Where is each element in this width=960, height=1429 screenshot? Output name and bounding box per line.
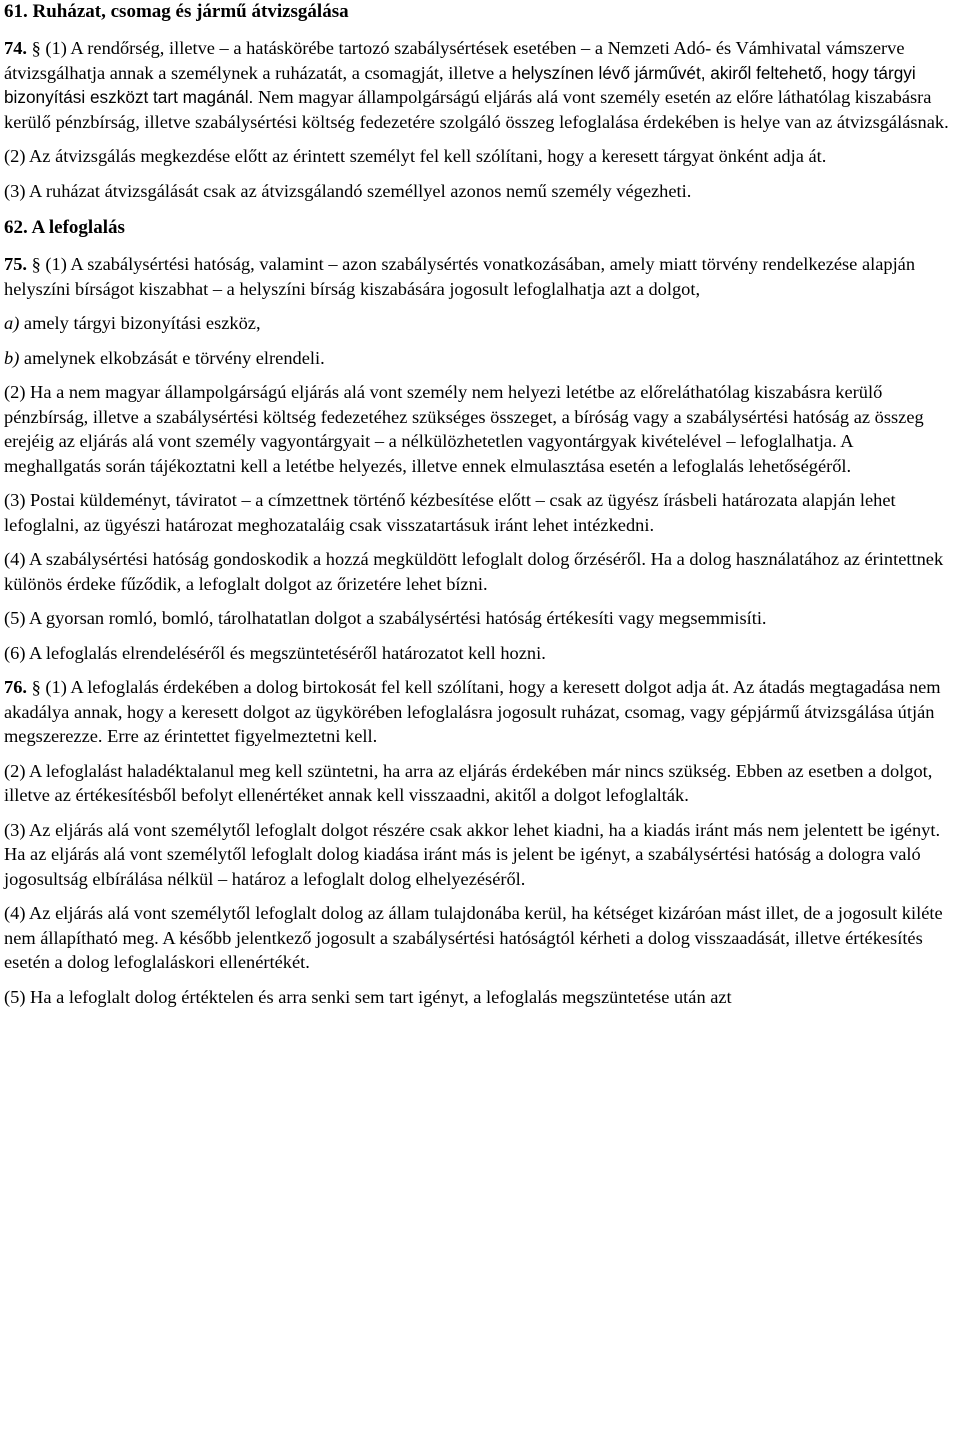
paragraph-74-1-text-a: § (1) A rendőrség, illetve – a hatáskörébe tartozó szabálysértések esetében – a Nemzeti Adó- és Vámhivatal vámszerve átvizsgálhatja annak a személynek a ruházatát, a csomagját, illetve a bbox=[4, 38, 905, 83]
section-heading-62: 62. A lefoglalás bbox=[4, 217, 125, 238]
paragraph-74-2: (2) Az átvizsgálás megkezdése előtt az érintett személyt fel kell szólítani, hogy a keresett tárgyat önként adja át. bbox=[4, 146, 827, 166]
paragraph-75-5: (5) A gyorsan romló, bomló, tárolhatatlan dolgot a szabálysértési hatóság értékesíti vagy megsemmisíti. bbox=[4, 608, 767, 628]
paragraph-75-3: (3) Postai küldeményt, táviratot – a címzettnek történő kézbesítése előtt – csak az ügyész írásbeli határozata alapján lehet lefoglalni, az ügyészi határozat meghozataláig csak visszatartásuk iránt lehet intézkedni. bbox=[4, 490, 896, 535]
paragraph-74-3: (3) A ruházat átvizsgálását csak az átvizsgálandó személlyel azonos nemű személy végezheti. bbox=[4, 180, 692, 201]
paragraph-75-6: (6) A lefoglalás elrendeléséről és megszüntetéséről határozatot kell hozni. bbox=[4, 642, 546, 663]
paragraph-74-1-text-sans: helyszínen lévő járművét, akiről feltehető, hogy tárgyi bizonyítási eszközt tart magánál. bbox=[4, 62, 916, 107]
list-label-a: a) bbox=[4, 313, 20, 333]
list-item-a bbox=[4, 311, 954, 336]
section-number-74: 74. bbox=[4, 38, 27, 58]
paragraph-75-1 bbox=[4, 252, 954, 301]
list-label-b: b) bbox=[4, 347, 20, 368]
paragraph-75-4: (4) A szabálysértési hatóság gondoskodik a hozzá megküldött lefoglalt dolog őrzéséről. Ha a dolog használatához az érintettnek különös érdeke fűződik, a lefoglalt dolgot az őrizetére lehet bízni. bbox=[4, 549, 944, 594]
paragraph-75-1-text: § (1) A szabálysértési hatóság, valamint – azon szabálysértés vonatkozásában, amely miatt törvény rendelkezése alapján helyszíni bírságot kiszabhat – a helyszíni bírság kiszabására jogosult lefoglalhatja azt a dolgot, bbox=[4, 254, 916, 299]
paragraph-76-1 bbox=[4, 675, 954, 749]
list-item-b bbox=[4, 346, 954, 371]
section-number-75: 75. bbox=[4, 254, 27, 274]
paragraph-75-2: (2) Ha a nem magyar állampolgárságú eljárás alá vont személy nem helyezi letétbe az előreláthatólag kiszabásra kerülő pénzbírság, illetve a szabálysértési költség fedezetéhez szükséges összeget, a bíróság vagy a szabálysértési hatóság az összeg erejéig az eljárás alá vont személy vagyontárgyait – a nélkülözhetetlen vagyontárgyak kivételével – lefoglalhatja. A meghallgatás során tájékoztatni kell a letétbe helyezés, illetve ennek elmulasztása esetén a lefoglalás lehetőségéről. bbox=[4, 382, 924, 476]
paragraph-76-1-text: § (1) A lefoglalás érdekében a dolog birtokosát fel kell szólítani, hogy a keresett dolgot adja át. Az átadás megtagadása nem akadálya annak, hogy a keresett dolgot az ügykörében lefoglalásra jogosult ruházat, csomag, vagy gépjármű átvizsgálása útján megszerezze. Erre az érintettet figyelmeztetni kell. bbox=[4, 677, 941, 746]
paragraph-76-5: (5) Ha a lefoglalt dolog értéktelen és arra senki sem tart igényt, a lefoglalás megszüntetése után azt bbox=[4, 986, 732, 1007]
section-heading-61: 61. Ruházat, csomag és jármű átvizsgálása bbox=[4, 1, 349, 22]
list-item-b-text: amelynek elkobzását e törvény elrendeli. bbox=[19, 347, 325, 368]
paragraph-76-4: (4) Az eljárás alá vont személytől lefoglalt dolog az állam tulajdonába kerül, ha kétséget kizáróan mást illet, de a jogosult kiléte nem állapítható meg. A később jelentkező jogosult a szabálysértési hatóságtól kérheti a dolog visszaadását, illetve értékesítés esetén a dolog lefoglaláskori ellenértékét. bbox=[4, 903, 943, 972]
paragraph-74-1-text-b: Nem magyar állampolgárságú eljárás alá vont személy esetén az előre láthatólag kiszabásra kerülő pénzbírság, illetve szabálysértési költség fedezetére szolgáló összeg lefoglalása érdekében is helye van az átvizsgálásnak. bbox=[4, 87, 949, 132]
paragraph-76-2: (2) A lefoglalást haladéktalanul meg kell szüntetni, ha arra az eljárás érdekében már nincs szükség. Ebben az esetben a dolgot, illetve az értékesítésből befolyt ellenértéket annak kell visszaadni, akitől a dolgot lefoglalták. bbox=[4, 760, 933, 805]
section-number-76: 76. bbox=[4, 677, 27, 697]
paragraph-76-3: (3) Az eljárás alá vont személytől lefoglalt dolgot részére csak akkor lehet kiadni, ha a kiadás iránt más nem jelentett be igényt. Ha az eljárás alá vont személytől lefoglalt dolog kiadása iránt más is jelent be igényt, a szabálysértési hatóság a dologra való jogosultság elbírálása nélkül – határoz a lefoglalt dolog elhelyezéséről. bbox=[4, 819, 941, 889]
paragraph-74-1 bbox=[4, 36, 954, 134]
list-item-a-text: amely tárgyi bizonyítási eszköz, bbox=[19, 313, 261, 333]
